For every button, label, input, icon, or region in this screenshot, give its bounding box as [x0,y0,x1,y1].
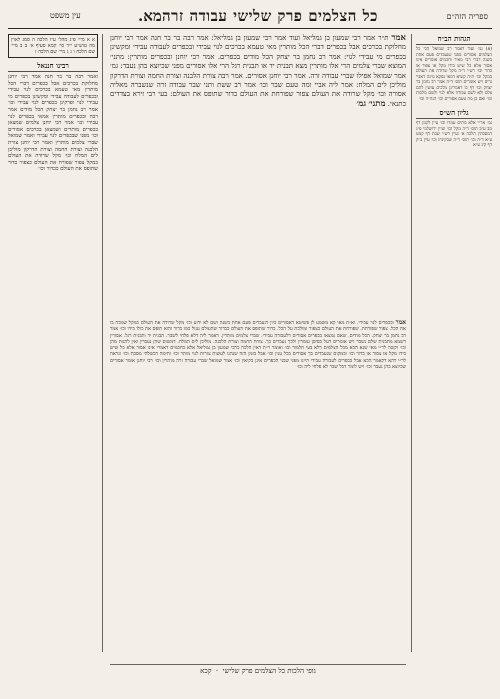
gemara-text [110,34,406,109]
ein-mishpat-box [8,34,98,58]
page-title: כל הצלמים פרק שלישי עבודה זרה [162,7,378,25]
mishna-keyword: מתני׳ [368,98,386,109]
column-divider-left [102,34,103,652]
gemara-section-keyword: גמ׳ [356,98,367,109]
commentary-keyword: אמר [395,320,406,326]
running-header [8,6,492,29]
main-text-block [110,34,406,316]
footer-text: גופי הלכות כל הצלמים פרק שלישי [222,667,316,675]
commentary-body: ובכפרים לנוי עבידי. וא״ת מאי קא משמע לן פשיטא דאסורים כיון דנעבדים פעם אחת בשנה ושם לא ידוע וכו׳ מקל שרודה את העולם כמקל שמכה בו את הכל. צפור שפורחת. שפורחת את העולם כצפור ומולכת על הכל. כדור שתופס את העולם ככדור שהעולם עגול כמו כדור והוא תופס את כולו בידו וכו׳ אמר רב נחמן בר יצחק. הכל מודים. שאם נמצאו בכפרים אסורים דלעבודה עבידי. שברי צלמים מותרין. דאמר ליה דלא פלחי לשבר. תבנית יד ותבנית רגל. אסורין דשמא מתבנית שלם נשבר ויש אומרים דעל בסיסן עומדין ולכך נעבדים כך. צורת החמה וצורת הלבנה. מוליכן לים המלח. דמשום שהן נעבדין ואין להנות מהן וכו׳ וקשה לר״י מאי שנא הכא מכל הצלמים דלא בעי תלמוד וכו׳ ואומר ר״ת דאין הלכה כרבי שמעון בן גמליאל אלא כחכמים דאמרי אינו אסור אלא כל שיש בידו מקל או צפור או כדור וכו׳ ובמקום שנעבדים כך אסורים בכל ענין וכו׳ אבל בזמן הזה שנהגו לעשות צורות לנוי מותר וכו׳ ותימה דבשלהי מסכת וכו׳ ונראה לר״י דהא דקאמר הכא אבל בכפרים לעבודה עבידי היינו מפני שבני הכפרים אינן בקיאין וכו׳ אמר שמואל שברי עבודה זרה מותרין וכו׳ רבי יוחנן אומר אסורים שכיוצא בהן נעבד וכו׳ ויש לומר דכל שבר לא פלחי ליה וכו׳ [110,320,406,371]
rabbeinu-chananel-title: רבינו חננאל [8,61,98,72]
page-number: קכא [200,667,212,675]
commentary-text [110,320,406,370]
ein-mishpat-text: א א מיי׳ פ״ג מהל׳ ע״ז הלכה ה סמג לאוין מה טוש״ע י״ד סי׳ קמא סעיף א׳ ב ב מיי׳ שם הלכה ו ג ג מיי׳ שם הלכה ז [11,37,95,55]
hagahot-title: הגהות הב״ח [416,34,492,45]
gilyon-title: גליון הש״ס [416,108,492,119]
left-margin-column [8,34,98,652]
gemara-body: ת״ר אמר רבי שמעון בן גמליאל ועוד אמר רבי שמעון בן גמליאל: אמר רבה בר בר חנה אמר רבי יוחנן מחלוקת בכרכים אבל בכפרים דברי הכל מותרין מאי טעמא בכרכים לנוי עבידי ובכפרים לעבודה עבידי ומקשינן בכפרים מי עבידי לנוי: אמר רב נחמן בר יצחק הכל מודים בכפרים. אמר רבי יוחנן ובכפרים מותרין: מתני׳ המוצא שברי צלמים הרי אלו מותרין מצא תבנית יד או תבנית רגל הרי אלו אסורים מפני שכיוצא בהן נעבד: גמ׳ אמר שמואל אפילו שברי עבודה זרה. אמר רבי יוחנן אסורים. אמר רבה צורת הלבנה וצורת החמה וצורת הדרקון מוליכן לים המלח: אמר ליה אביי ומה טעם שבר וכו׳ אמר רב ששת ותני שבר עבודה זרה שנשברה מאליה אסורה וכו׳ מקל שרודה את העולם צפור שפורחת את העולם כדור שתופס את העולם: בעי רבי זירא בצדדים כתנאי. [110,34,406,108]
rabbeinu-chananel-text: ואמר רבה בר בר חנה אמר רבי יוחנן מחלוקת בכרכים אבל בכפרים דברי הכל מותרין מאי טעמא בכרכים לנוי עבידי ובכפרים לעבודה עבידי ומקשינן בכפרים מי עבידי לנוי ופרקינן בכפרים לנוי עבידי וכו׳ אמר רב נחמן בר יצחק הכל מודים אמר רבה ובכפרים מותרין אמאי בכפרים לנוי עבידי וכו׳ אמר רבי יוחנן צלמים שמצאן בכפרים מותרים ושמצאן בכרכים אסורים וכו׳ מפני שבכפרים לנוי עבידי ואמר שמואל שברי צלמים מותרין ואמר רבי יוחנן צורת הלבנה וצורת החמה וצורת הדרקון מוליכן לים המלח וכו׳ מקל שרודה את העולם כמקל צפור שפורח את העולם כצפור כדור שתופס את העולם ככדור וכו׳ [8,74,98,173]
commentary-block [110,320,406,658]
gemara-keyword: אמר [391,34,406,43]
column-divider [411,34,412,652]
page-footer: גופי הלכות כל הצלמים פרק שלישי · קכא [110,664,406,685]
gilyon-text: גמ׳ אר״י אלא מתים עמדו וכו׳ עיין לקמן דף מב ע״ב תוס׳ ד״ה מקל וכו׳ ועיין ירושלמי פ״ג דמסכתין הלכה א׳ ועיין רש״י שבת דף קמט ע״א ד״ה וכו׳ תוס׳ ד״ה שבקינהו וכו׳ עיין ב״ק דף קיג ע״א [416,121,492,148]
header-right-label: ספריה הזה״ם [446,12,488,21]
hagahot-text: (א) גמ׳ ועוד דאמר רב שמואל הכי כל הצלמים אסורים מפני שנעבדים פעם אחת בשנה דברי רבי מאיר וחכמים אומרים אינו אסור אלא כל שיש בידו מקל או צפור או כדור וכו׳ רש״י ד״ה מקל שרודה את העולם כמקל וכו׳ ת״ה קשיא דמאי נפקא מינה דאביי גריס ויש אומרים תוס׳ ד״ה אמר רב נחמן בר יצחק וכו׳ דף כו דאמרינן מלכים עושין להם צלם ולא לשם עבודה אלא לנוי ולשם מלכות וכו׳ ואם כן מה טעם אסורים וכו׳ הגה״ה וכו׳ [416,47,492,102]
header-left-label: עין משפט [50,11,81,20]
right-margin-column [416,34,492,652]
folio-number: מא. [138,7,162,25]
